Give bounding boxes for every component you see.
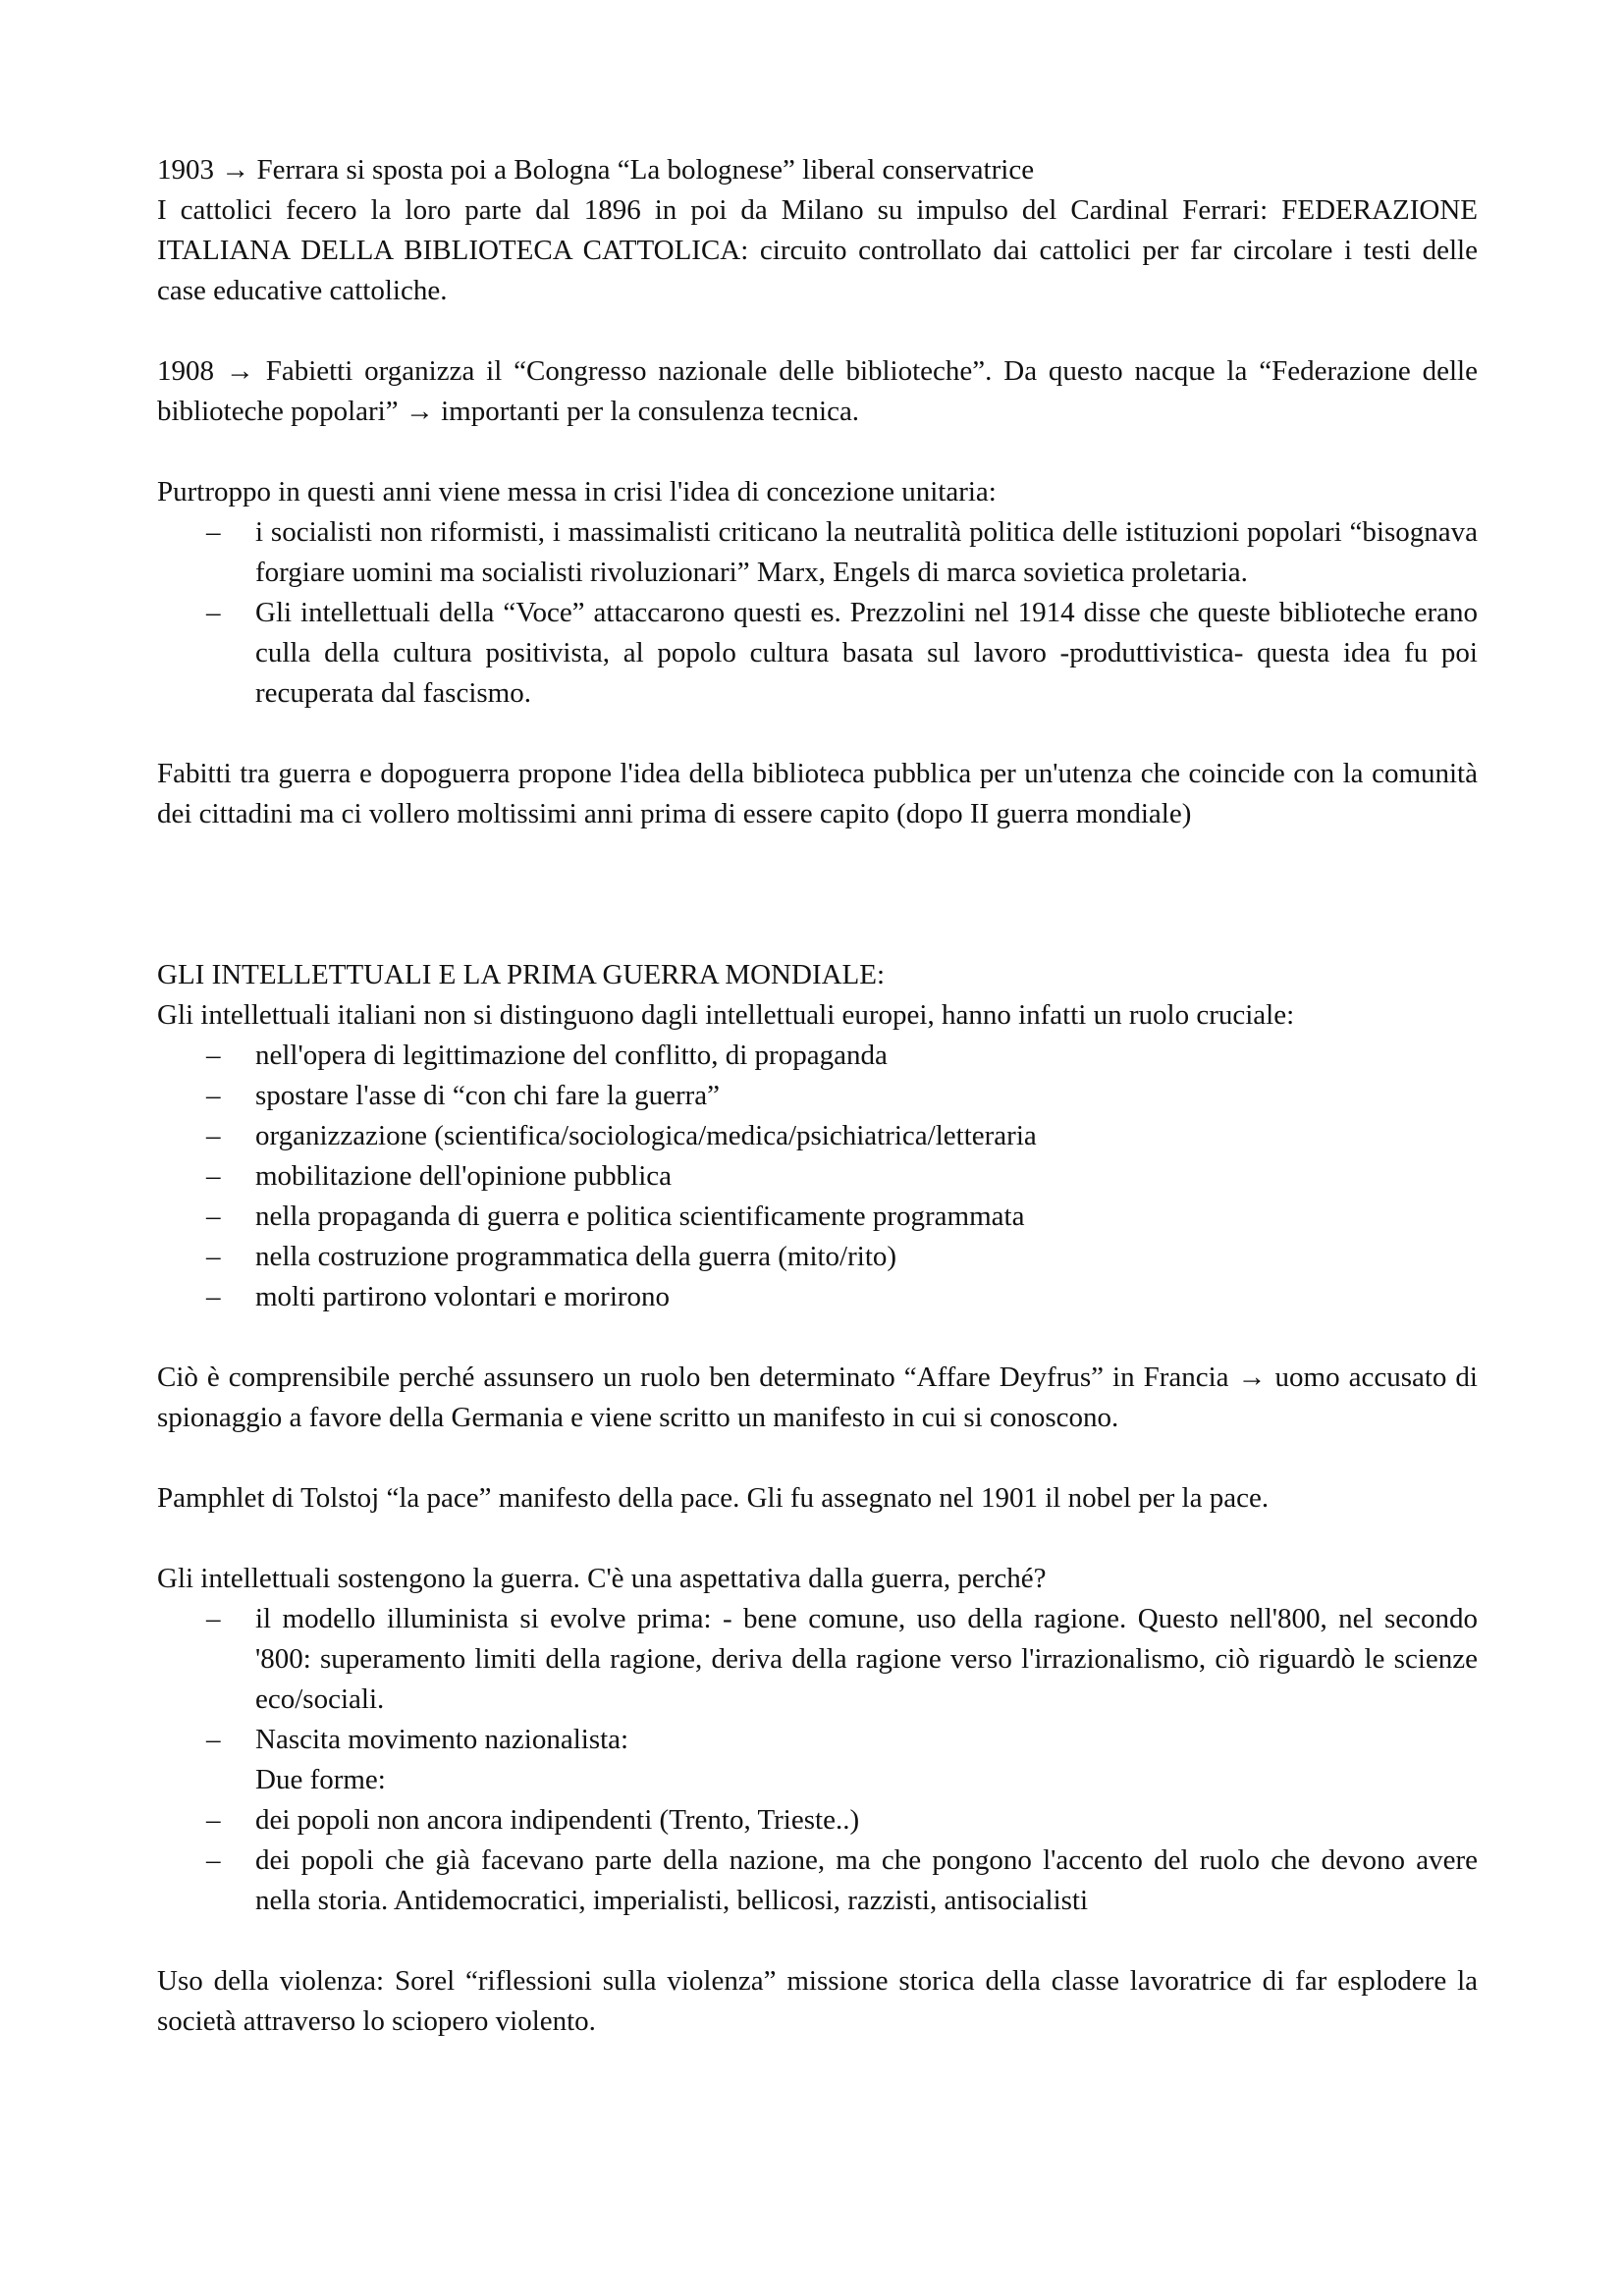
list-item xyxy=(157,1197,1478,1237)
spacer xyxy=(157,311,1478,351)
list-item-text: nella propaganda di guerra e politica scientificamente programmata xyxy=(255,1201,1025,1232)
dash-bullet: – xyxy=(206,1201,221,1232)
list-crisi xyxy=(157,512,1478,714)
paragraph-cattolici: I cattolici fecero la loro parte dal 1896 in poi da Milano su impulso del Cardinal Ferrari: FEDERAZIONE ITALIANA DELLA BIBLIOTECA CATTOLICA: circuito controllato dai cattolici per far circolare i testi delle case educative cattoliche. xyxy=(157,194,1478,306)
list-item-text: Nascita movimento nazionalista: xyxy=(255,1724,629,1755)
list-ruolo xyxy=(157,1036,1478,1317)
document-body xyxy=(157,150,1478,2042)
paragraph-aspettativa: Gli intellettuali sostengono la guerra. C'è una aspettativa dalla guerra, perché? xyxy=(157,1563,1047,1594)
dash-bullet: – xyxy=(206,1844,221,1876)
list-item xyxy=(157,593,1478,714)
dash-bullet: – xyxy=(206,597,221,628)
paragraph-1903: 1903 → Ferrara si sposta poi a Bologna “La bolognese” liberal conservatrice xyxy=(157,154,1035,186)
spacer xyxy=(157,1438,1478,1478)
spacer xyxy=(157,1317,1478,1358)
list-item xyxy=(157,1076,1478,1116)
dash-bullet: – xyxy=(206,1724,221,1755)
list-item xyxy=(157,1841,1478,1921)
list-aspettativa xyxy=(157,1599,1478,1760)
list-item-text: nella costruzione programmatica della guerra (mito/rito) xyxy=(255,1241,897,1272)
list-item xyxy=(157,1116,1478,1156)
dash-bullet: – xyxy=(206,1080,221,1111)
dash-bullet: – xyxy=(206,1241,221,1272)
list-item-text: molti partirono volontari e morirono xyxy=(255,1281,671,1312)
list-item-text: nell'opera di legittimazione del conflitto, di propaganda xyxy=(255,1040,888,1071)
paragraph-fabitti: Fabitti tra guerra e dopoguerra propone l'idea della biblioteca pubblica per un'utenza che coincide con la comunità dei cittadini ma ci vollero moltissimi anni prima di essere capito (dopo II guerra mondiale) xyxy=(157,758,1478,829)
spacer xyxy=(157,834,1478,955)
list-item xyxy=(157,1599,1478,1720)
paragraph-purtroppo: Purtroppo in questi anni viene messa in crisi l'idea di concezione unitaria: xyxy=(157,476,997,507)
spacer xyxy=(157,1921,1478,1961)
list-item xyxy=(157,1237,1478,1277)
paragraph-1908: 1908 → Fabietti organizza il “Congresso nazionale delle biblioteche”. Da questo nacque la “Federazione delle biblioteche popolari” → importanti per la consulenza tecnica. xyxy=(157,355,1478,427)
list-item-text: i socialisti non riformisti, i massimalisti criticano la neutralità politica delle istituzioni popolari “bisognava forgiare uomini ma socialisti rivoluzionari” Marx, Engels di marca sovietica proletaria. xyxy=(255,516,1478,588)
list-item-text: organizzazione (scientifica/sociologica/medica/psichiatrica/letteraria xyxy=(255,1120,1037,1151)
section-heading: GLI INTELLETTUALI E LA PRIMA GUERRA MONDIALE: xyxy=(157,959,886,990)
list-item xyxy=(157,1720,1478,1760)
paragraph-intellettuali: Gli intellettuali italiani non si distinguono dagli intellettuali europei, hanno infatti un ruolo cruciale: xyxy=(157,999,1295,1031)
dash-bullet: – xyxy=(206,1120,221,1151)
dash-bullet: – xyxy=(206,1281,221,1312)
list-item xyxy=(157,1277,1478,1317)
list-item-text: dei popoli non ancora indipendenti (Trento, Trieste..) xyxy=(255,1804,860,1836)
paragraph-affare-deyfrus: Ciò è comprensibile perché assunsero un ruolo ben determinato “Affare Deyfrus” in Francia → uomo accusato di spionaggio a favore della Germania e viene scritto un manifesto in cui si conoscono. xyxy=(157,1362,1478,1433)
dash-bullet: – xyxy=(206,1160,221,1192)
list-continuation: Due forme: xyxy=(255,1764,386,1795)
list-item-text: mobilitazione dell'opinione pubblica xyxy=(255,1160,673,1192)
list-item-text: spostare l'asse di “con chi fare la guerra” xyxy=(255,1080,721,1111)
list-item-text: Gli intellettuali della “Voce” attaccarono questi es. Prezzolini nel 1914 disse che queste biblioteche erano culla della cultura positivista, al popolo cultura basata sul lavoro -produttivistica- questa idea fu poi recuperata dal fascismo. xyxy=(255,597,1478,709)
list-item-text: dei popoli che già facevano parte della nazione, ma che pongono l'accento del ruolo che devono avere nella storia. Antidemocratici, imperialisti, bellicosi, razzisti, antisocialisti xyxy=(255,1844,1478,1916)
spacer xyxy=(157,714,1478,754)
list-item xyxy=(157,1800,1478,1841)
dash-bullet: – xyxy=(206,1603,221,1634)
dash-bullet: – xyxy=(206,1040,221,1071)
dash-bullet: – xyxy=(206,1804,221,1836)
paragraph-tolstoj: Pamphlet di Tolstoj “la pace” manifesto della pace. Gli fu assegnato nel 1901 il nobel per la pace. xyxy=(157,1482,1270,1514)
spacer xyxy=(157,1519,1478,1559)
dash-bullet: – xyxy=(206,516,221,548)
list-item xyxy=(157,512,1478,593)
list-item xyxy=(157,1036,1478,1076)
list-item-text: il modello illuminista si evolve prima: - bene comune, uso della ragione. Questo nell'800, nel secondo '800: superamento limiti della ragione, deriva della ragione verso l'irrazionalismo, ciò riguardò le scienze eco/sociali. xyxy=(255,1603,1478,1715)
list-item xyxy=(157,1156,1478,1197)
list-forme xyxy=(157,1800,1478,1921)
spacer xyxy=(157,432,1478,472)
paragraph-sorel: Uso della violenza: Sorel “riflessioni sulla violenza” missione storica della classe lavoratrice di far esplodere la società attraverso lo sciopero violento. xyxy=(157,1965,1478,2037)
